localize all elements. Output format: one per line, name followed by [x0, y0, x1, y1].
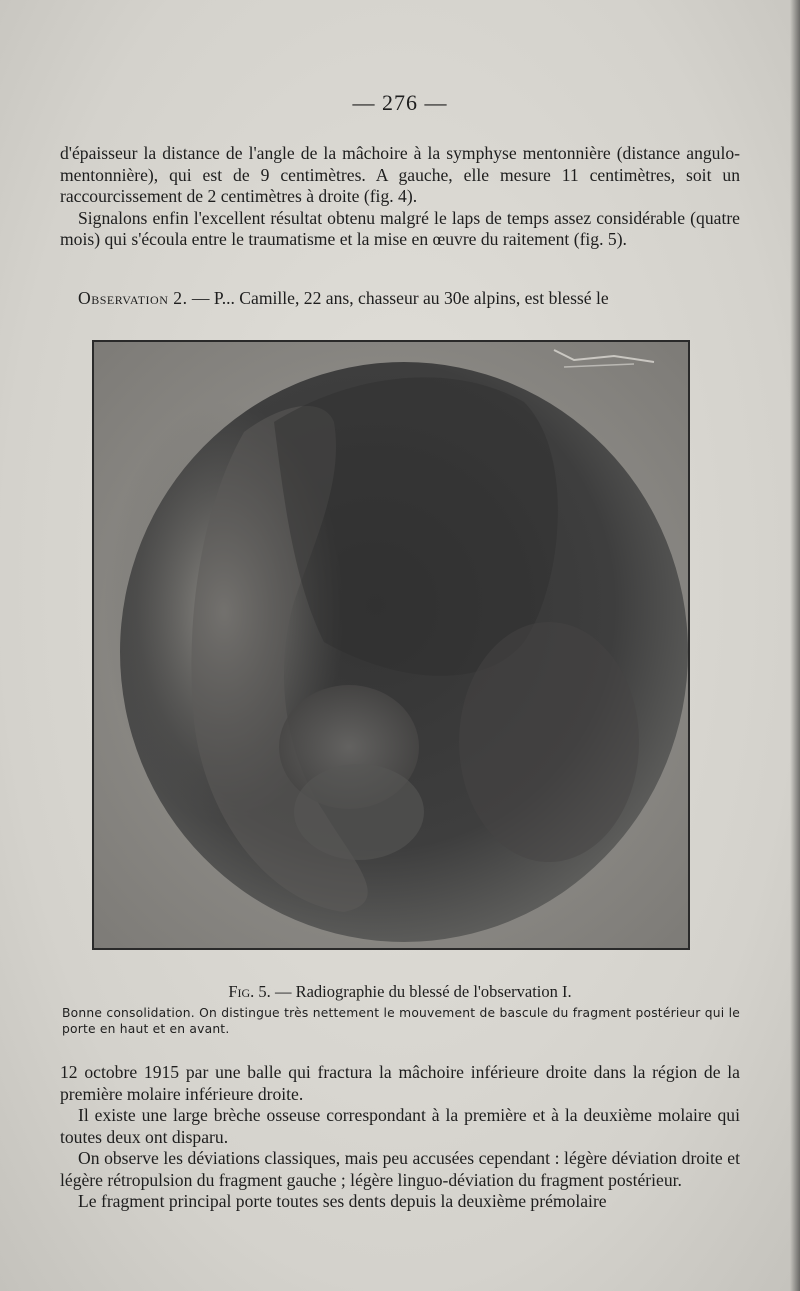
paragraph: 12 octobre 1915 par une balle qui fractura la mâchoire inférieure droite dans la région de la première molaire inférieure droite.	[60, 1062, 740, 1104]
page-number: — 276 —	[352, 90, 448, 115]
radiograph-figure	[92, 340, 690, 950]
paragraph: Signalons enfin l'excellent résultat obtenu malgré le laps de temps assez considérable (quatre mois) qui s'écoula entre le traumatisme et la mise en œuvre du raitement (fig. 5).	[60, 207, 740, 249]
figure-note: Bonne consolidation. On distingue très nettement le mouvement de bascule du fragment postérieur qui le porte en haut et en avant.	[62, 1006, 740, 1036]
observation-label: Observation 2.	[78, 288, 188, 308]
paragraph: Il existe une large brèche osseuse correspondant à la première et à la deuxième molaire qui toutes deux ont disparu.	[60, 1105, 740, 1147]
paragraph: d'épaisseur la distance de l'angle de la mâchoire à la symphyse mentonnière (distance angulo-mentonnière), qui est de 9 centimètres. A gauche, elle mesure 11 centimètres, soit un raccourcissement de 2 centimètres à droite (fig. 4).	[60, 143, 740, 206]
radiograph-image	[94, 342, 688, 948]
figure-label: Fig. 5.	[228, 982, 271, 1001]
paragraph: Le fragment principal porte toutes ses dents depuis la deuxième prémolaire	[78, 1191, 607, 1211]
figure-caption	[0, 982, 800, 1002]
observation-line	[60, 288, 740, 310]
figure-title: — Radiographie du blessé de l'observation I.	[270, 982, 572, 1001]
page-edge-shadow	[790, 0, 800, 1291]
observation-text: — P... Camille, 22 ans, chasseur au 30e alpins, est blessé le	[187, 288, 609, 308]
bottom-text	[60, 1062, 740, 1213]
top-text	[60, 143, 740, 251]
paragraph: On observe les déviations classiques, mais peu accusées cependant : légère déviation droite et légère rétropulsion du fragment gauche ; légère linguo-déviation du fragment postérieur.	[60, 1148, 740, 1190]
